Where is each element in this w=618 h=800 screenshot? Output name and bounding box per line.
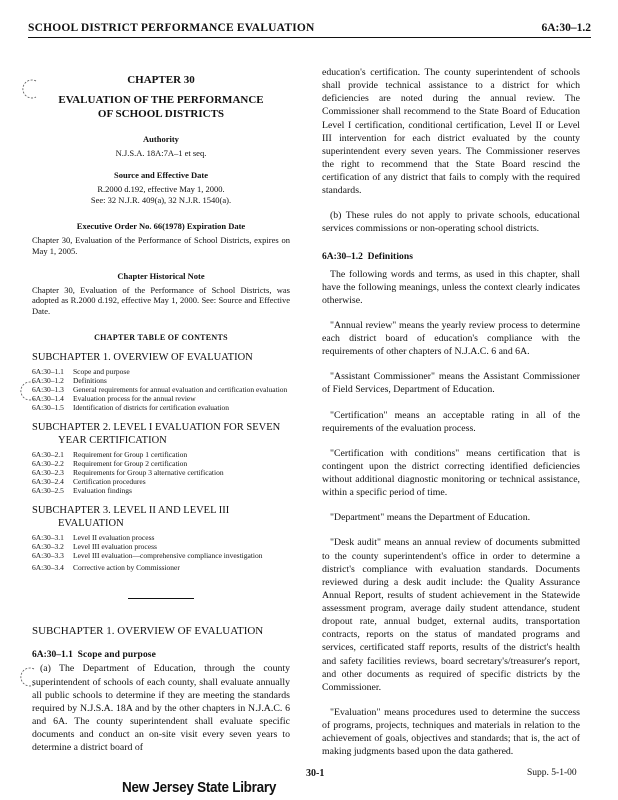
toc-item[interactable]	[32, 403, 290, 412]
source-heading: Source and Effective Date	[113, 170, 209, 181]
toc-subchapter-2-title-line2: YEAR CERTIFICATION	[58, 434, 167, 446]
library-stamp: New Jersey State Library	[122, 779, 277, 796]
toc-item-number: 6A:30–3.3	[32, 551, 64, 561]
toc-item-number: 6A:30–2.5	[32, 486, 64, 496]
toc-item-title: Certification procedures	[73, 477, 146, 487]
definition-desk-audit: "Desk audit" means an annual review of documents submitted to the county superintendent's office in order to determine a district's compliance with evaluation standards. Documents reviewed during a desk audit include: the Quality Assurance Annual Report, results of student achievement in the Statewide assessment program, average daily student attendance, student dropout rate, annual budget, external audits, transportation contracts, reports on the status of mandated programs and services, certificated staff reports, results of the district's health and safety facilities reviews, board secretary's/treasurer's report, and other documents as required of specific districts by the Commissioner.	[322, 537, 580, 693]
chapter-title	[32, 94, 290, 122]
toc-subchapter-2-list	[32, 450, 290, 495]
header-section: 6A:30–1.2	[541, 22, 591, 34]
header-rule	[28, 37, 591, 38]
toc-item-number: 6A:30–1.2	[32, 376, 64, 386]
toc-item-number: 6A:30–2.4	[32, 477, 64, 487]
toc-item-title: Requirement for Group 1 certification	[73, 450, 188, 460]
section-number: 6A:30–1.1	[32, 650, 73, 661]
section-1-2-heading	[322, 252, 580, 262]
left-column	[32, 66, 290, 754]
authority-heading: Authority	[143, 133, 179, 144]
definition-certification: "Certification" means an acceptable rating in all of the requirements of the evaluation process.	[322, 409, 580, 434]
toc-item-title: Level III evaluation process	[73, 542, 157, 552]
toc-item[interactable]	[32, 468, 290, 477]
toc-item-number: 6A:30–3.1	[32, 533, 64, 543]
chapter-title-line1: EVALUATION OF THE PERFORMANCE	[58, 94, 264, 106]
toc-subchapter-3-list	[32, 533, 290, 572]
toc-item-number: 6A:30–2.3	[32, 468, 64, 478]
toc-item-title: Evaluation process for the annual review	[73, 394, 196, 404]
definition-department: "Department" means the Department of Education.	[330, 512, 531, 524]
subchapter-1-heading: SUBCHAPTER 1. OVERVIEW OF EVALUATION	[32, 625, 264, 638]
source-line2: See: 32 N.J.R. 409(a), 32 N.J.R. 1540(a).	[90, 194, 232, 205]
toc-subchapter-3-title-line2: EVALUATION	[58, 517, 124, 529]
toc-item[interactable]	[32, 450, 290, 459]
toc-item-title: Level III evaluation—comprehensive compliance investigation	[73, 551, 263, 561]
toc-subchapter-1-title: SUBCHAPTER 1. OVERVIEW OF EVALUATION	[32, 351, 253, 363]
toc-item-number: 6A:30–2.1	[32, 450, 64, 460]
definition-annual-review: "Annual review" means the yearly review process to determine each district board of education's compliance with the requirements of other chapters of N.J.A.C. 6 and 6A.	[322, 319, 580, 358]
supplement-date: Supp. 5-1-00	[527, 768, 577, 778]
toc-item-number: 6A:30–2.2	[32, 459, 64, 469]
toc-item-number: 6A:30–3.2	[32, 542, 64, 552]
toc-item[interactable]	[32, 551, 290, 560]
toc-subchapter-2-title-line1: SUBCHAPTER 2. LEVEL I EVALUATION FOR SEVEN	[32, 422, 281, 434]
section-1-1-paragraph-b: (b) These rules do not apply to private schools, educational services commissions or non-operating school districts.	[322, 210, 580, 235]
toc-item-title: Corrective action by Commissioner	[73, 563, 180, 573]
section-1-1-paragraph-a-continued: education's certification. The county superintendent of schools shall provide technical assistance to a district for which deficiencies are noted during the annual review. The Commissioner shall recommend to the State Board of Education Level I certification, conditional certification, Level II or Level III intervention for each district evaluated by the county superintendent every seven years. The Commissioner reserves the right to recommend that the State Board rescind the certification of any district that fails to comply with the required standards.	[322, 67, 580, 197]
section-title: Scope and purpose	[77, 650, 156, 661]
authority-text: N.J.S.A. 18A:7A–1 et seq.	[115, 147, 207, 158]
chapter-number: CHAPTER 30	[127, 74, 195, 86]
section-1-1-paragraph-a: (a) The Department of Education, through the county superintendent of schools of each county, shall evaluate annually all public schools to determine if they are meeting the standards required by N.J.S.A. 18A and by the other chapters in N.J.A.C. 6 and 6A. The county superintendent shall evaluate specific documents and conduct an on-site visit every seven years to determine a district board of	[32, 663, 290, 754]
toc-item[interactable]	[32, 542, 290, 551]
toc-item-title: Evaluation findings	[73, 486, 132, 496]
toc-item[interactable]	[32, 486, 290, 495]
toc-item-number: 6A:30–1.4	[32, 394, 64, 404]
executive-order-text: Chapter 30, Evaluation of the Performance of School Districts, expires on May 1, 2005.	[32, 235, 290, 256]
toc-subchapter-3-title-line1: SUBCHAPTER 3. LEVEL II AND LEVEL III	[32, 505, 230, 517]
header-title: SCHOOL DISTRICT PERFORMANCE EVALUATION	[28, 22, 315, 34]
historical-note-text: Chapter 30, Evaluation of the Performance of School Districts, was adopted as R.2000 d.192, effective May 1, 2000. See: Source and Effective Date.	[32, 284, 290, 316]
toc-item-title: Requirements for Group 3 alternative certification	[73, 468, 224, 478]
toc-item-title: Identification of districts for certification evaluation	[73, 403, 229, 413]
toc-item[interactable]	[32, 459, 290, 468]
toc-item[interactable]	[32, 394, 290, 403]
source-text	[32, 184, 290, 205]
page-number: 30-1	[306, 768, 325, 779]
toc-item-number: 6A:30–1.3	[32, 385, 64, 395]
historical-note-heading: Chapter Historical Note	[117, 270, 205, 281]
toc-subchapter-2-title	[32, 422, 290, 447]
toc-item[interactable]	[32, 533, 290, 542]
toc-subchapter-3-title	[32, 505, 290, 530]
section-title: Definitions	[367, 251, 414, 262]
toc-item[interactable]	[32, 563, 290, 572]
definition-assistant-commissioner: "Assistant Commissioner" means the Assistant Commissioner of Field Services, Department of Education.	[322, 371, 580, 396]
section-divider	[128, 598, 194, 599]
toc-item[interactable]	[32, 376, 290, 385]
toc-item[interactable]	[32, 367, 290, 376]
toc-item-title: Level II evaluation process	[73, 533, 155, 543]
toc-heading: CHAPTER TABLE OF CONTENTS	[94, 332, 228, 342]
toc-item-title: General requirements for annual evaluation and certification evaluation	[73, 385, 288, 395]
definitions-intro: The following words and terms, as used in this chapter, shall have the following meanings, unless the context clearly indicates otherwise.	[322, 268, 580, 306]
toc-item-number: 6A:30–3.4	[32, 563, 64, 573]
source-line1: R.2000 d.192, effective May 1, 2000.	[97, 184, 225, 195]
section-1-1-heading	[32, 650, 290, 660]
executive-order-heading: Executive Order No. 66(1978) Expiration Date	[76, 221, 246, 232]
chapter-title-line2: OF SCHOOL DISTRICTS	[97, 107, 225, 120]
running-header	[28, 20, 591, 36]
toc-item[interactable]	[32, 385, 290, 394]
definition-certification-with-conditions: "Certification with conditions" means certification that is contingent upon the district correcting identified deficiencies without additional diagnostic monitoring or technical assistance, within a specific period of time.	[322, 447, 580, 499]
toc-item-number: 6A:30–1.1	[32, 367, 64, 377]
toc-item[interactable]	[32, 477, 290, 486]
toc-item-title: Definitions	[73, 376, 107, 386]
toc-item-title: Scope and purpose	[73, 367, 130, 377]
toc-subchapter-1-list	[32, 367, 290, 412]
section-number: 6A:30–1.2	[322, 251, 363, 262]
definition-evaluation: "Evaluation" means procedures used to determine the success of programs, projects, techniques and materials in relation to the achievement of goals, objectives and standards; that is, the act of making judgments based upon the data gathered.	[322, 706, 580, 758]
toc-item-title: Requirement for Group 2 certification	[73, 459, 188, 469]
right-column	[322, 66, 580, 758]
toc-item-number: 6A:30–1.5	[32, 403, 64, 413]
